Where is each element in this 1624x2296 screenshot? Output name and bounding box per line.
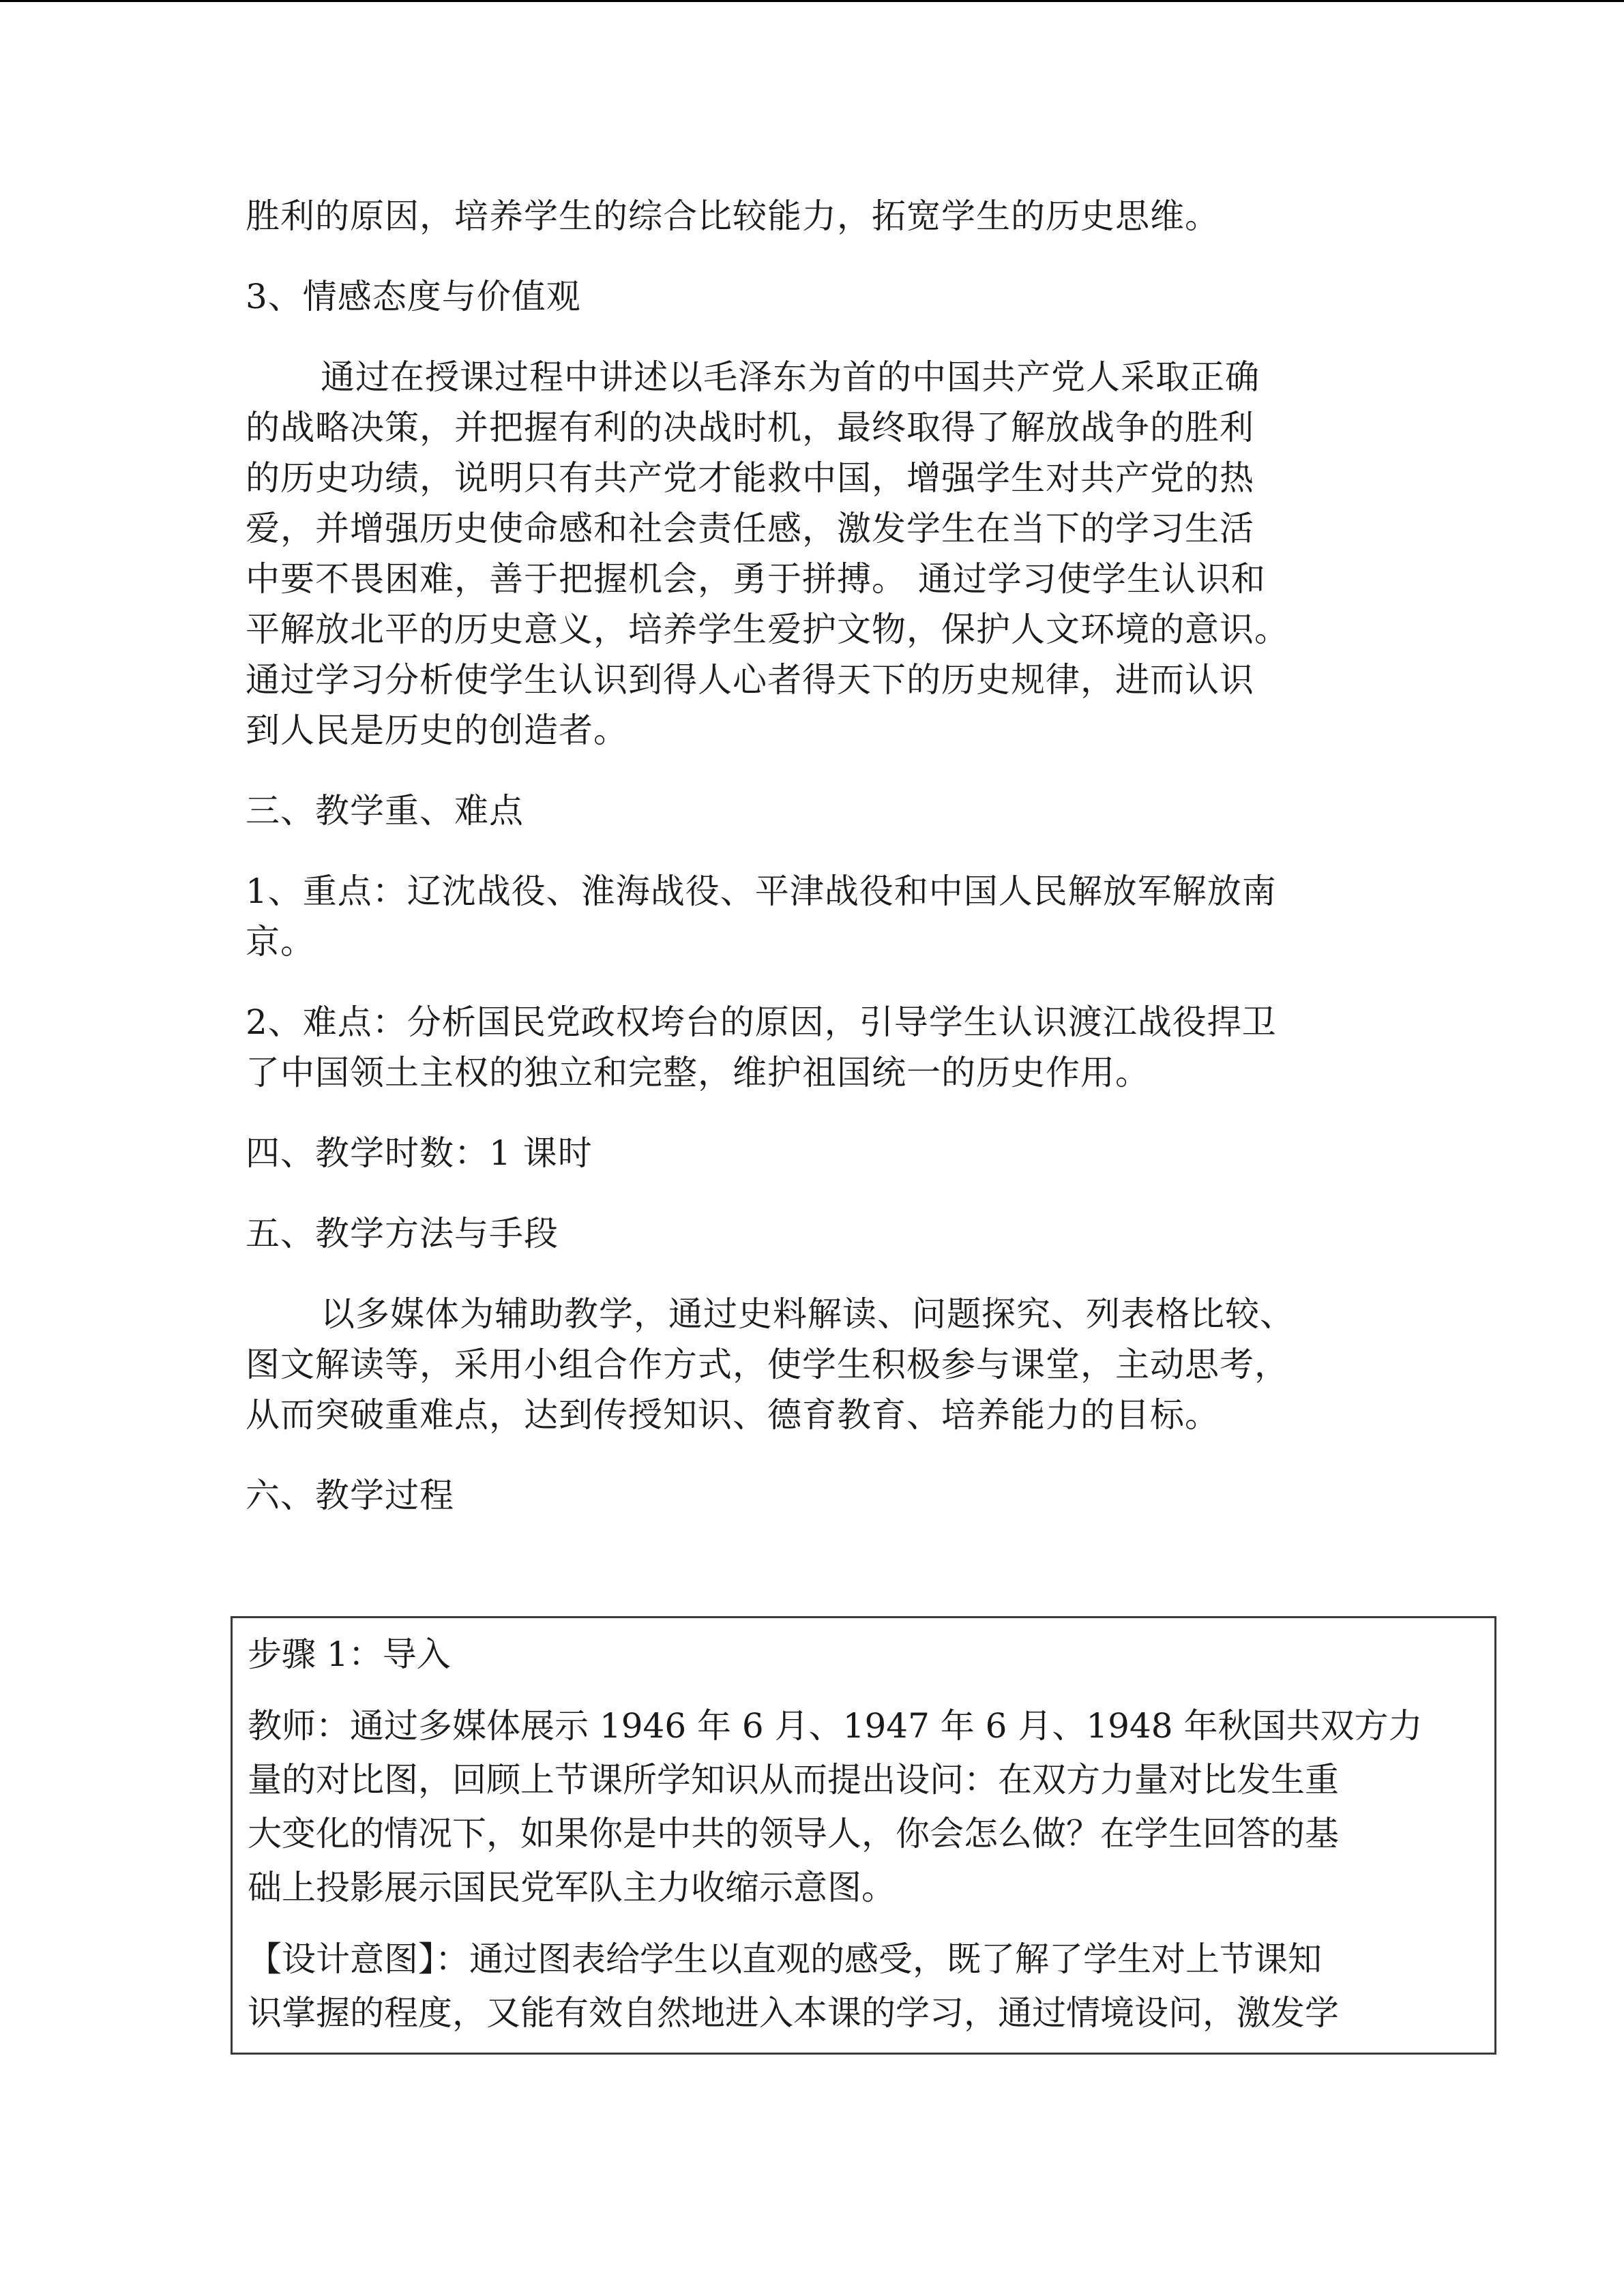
heading-teaching-hours: 四、教学时数：1 课时 [246, 1133, 593, 1173]
paragraph-line: 2、难点：分析国民党政权垮台的原因，引导学生认识渡江战役捍卫 [246, 1002, 1277, 1042]
paragraph-line: 了中国领土主权的独立和完整，维护祖国统一的历史作用。 [246, 1053, 1150, 1092]
top-border-line [0, 0, 1624, 2]
heading-teaching-process: 六、教学过程 [246, 1476, 454, 1515]
paragraph-line: 从而突破重难点，达到传授知识、德育教育、培养能力的目标。 [246, 1395, 1220, 1435]
continued-line: 胜利的原因，培养学生的综合比较能力，拓宽学生的历史思维。 [246, 196, 1220, 236]
paragraph-line: 量的对比图，回顾上节课所学知识从而提出设问：在双方力量对比发生重 [248, 1760, 1339, 1800]
paragraph-line: 识掌握的程度，又能有效自然地进入本课的学习，通过情境设问，激发学 [248, 1993, 1339, 2033]
paragraph-line: 大变化的情况下，如果你是中共的领导人，你会怎么做？在学生回答的基 [248, 1814, 1339, 1853]
difficult-point-paragraph [246, 997, 1378, 1098]
paragraph-line: 的历史功绩，说明只有共产党才能救中国，增强学生对共产党的热 [246, 458, 1254, 498]
paragraph-line: 通过在授课过程中讲述以毛泽东为首的中国共产党人采取正确 [321, 357, 1260, 397]
paragraph-line: 图文解读等，采用小组合作方式，使学生积极参与课堂，主动思考， [246, 1345, 1289, 1384]
section3-heading: 3、情感态度与价值观 [246, 277, 581, 316]
key-point-paragraph [246, 866, 1378, 967]
paragraph-line: 通过学习分析使学生认识到得人心者得天下的历史规律，进而认识 [246, 660, 1254, 700]
paragraph-line: 的战略决策，并把握有利的决战时机，最终取得了解放战争的胜利 [246, 408, 1254, 447]
section3-paragraph [246, 352, 1378, 756]
teaching-process-box [231, 1616, 1496, 2055]
heading-teaching-methods: 五、教学方法与手段 [246, 1214, 559, 1253]
paragraph-line: 1、重点：辽沈战役、淮海战役、平津战役和中国人民解放军解放南 [246, 871, 1277, 911]
paragraph-line: 中要不畏困难，善于把握机会，勇于拼搏。 通过学习使学生认识和 [246, 559, 1266, 599]
heading-key-difficult-points: 三、教学重、难点 [246, 791, 524, 831]
paragraph-line: 【设计意图】：通过图表给学生以直观的感受，既了解了学生对上节课知 [248, 1939, 1322, 1979]
paragraph-line: 以多媒体为辅助教学，通过史料解读、问题探究、列表格比较、 [321, 1294, 1295, 1334]
teacher-paragraph [248, 1699, 1494, 1915]
paragraph-line: 京。 [246, 922, 315, 961]
design-intent-paragraph [248, 1933, 1494, 2040]
methods-paragraph [246, 1289, 1378, 1440]
step-title: 步骤 1：导入 [248, 1635, 451, 1674]
paragraph-line: 教师：通过多媒体展示 1946 年 6 月、1947 年 6 月、1948 年秋国共双方力 [248, 1706, 1423, 1746]
document-body [246, 191, 1378, 1551]
paragraph-line: 到人民是历史的创造者。 [246, 711, 628, 750]
paragraph-line: 平解放北平的历史意义，培养学生爱护文物，保护人文环境的意识。 [246, 610, 1289, 649]
paragraph-line: 础上投影展示国民党军队主力收缩示意图。 [248, 1868, 896, 1907]
paragraph-line: 爱，并增强历史使命感和社会责任感，激发学生在当下的学习生活 [246, 509, 1254, 548]
